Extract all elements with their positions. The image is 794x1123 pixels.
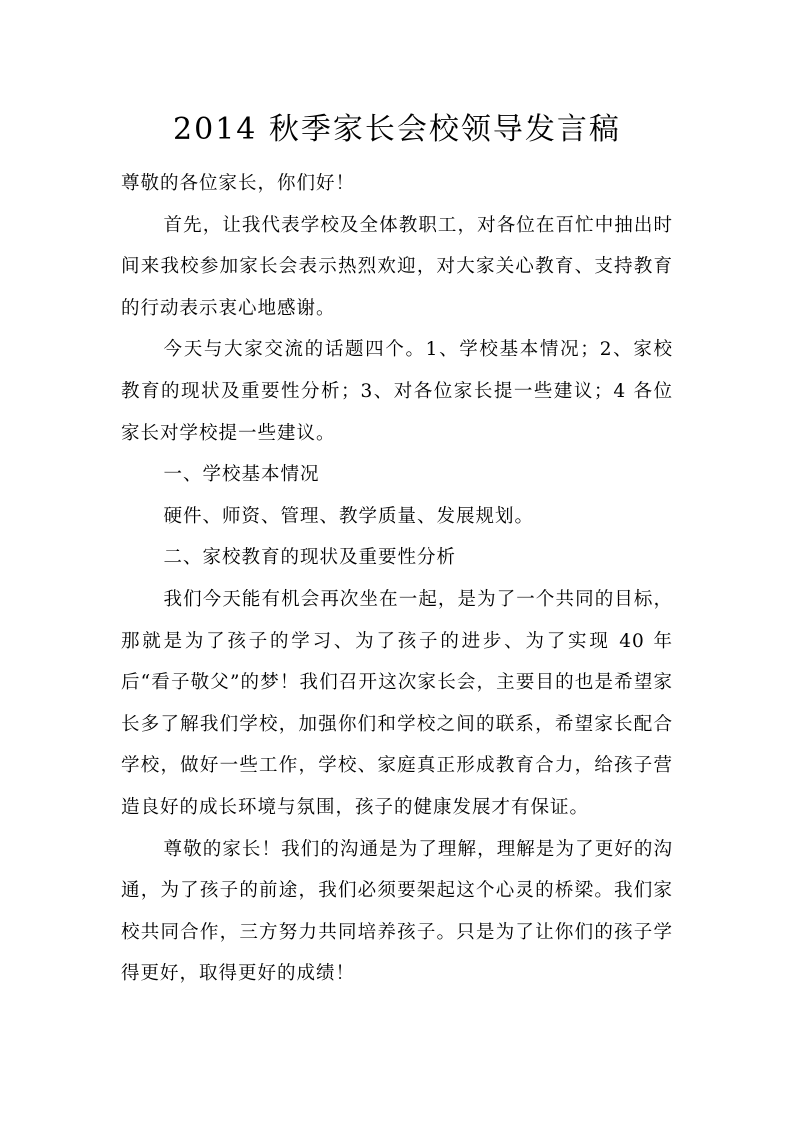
document-title: 2014 秋季家长会校领导发言稿 [173,112,621,147]
closing-paragraph: 尊敬的家长！我们的沟通是为了理解，理解是为了更好的沟通，为了孩子的前途，我们必须要架起这个心灵的桥梁。我们家校共同合作，三方努力共同培养孩子。只是为了让你们的孩子学得更好，取得更好的成绩！ [121,838,673,985]
section-heading-home-school-education: 二、家校教育的现状及重要性分析 [163,547,457,569]
document-body [121,163,673,995]
section-heading-school-basics: 一、学校基本情况 [163,464,320,486]
topics-paragraph: 今天与大家交流的话题四个。1、学校基本情况；2、家校教育的现状及重要性分析；3、对各位家长提一些建议；4 各位家长对学校提一些建议。 [121,339,673,444]
greeting-paragraph: 尊敬的各位家长，你们好！ [121,173,356,194]
shared-goal-paragraph: 我们今天能有机会再次坐在一起，是为了一个共同的目标，那就是为了孩子的学习、为了孩子的进步、为了实现 40 年后“看子敬父”的梦！我们召开这次家长会，主要目的也是希望家长多了解我们学校，加强你们和学校之间的联系，希望家长配合学校，做好一些工作，学校、家庭真正形成教育合力，给孩子营造良好的成长环境与氛围，孩子的健康发展才有保证。 [121,588,673,818]
welcome-paragraph: 首先，让我代表学校及全体教职工，对各位在百忙中抽出时间来我校参加家长会表示热烈欢迎，对大家关心教育、支持教育的行动表示衷心地感谢。 [121,214,673,319]
school-basics-items: 硬件、师资、管理、教学质量、发展规划。 [163,505,535,527]
